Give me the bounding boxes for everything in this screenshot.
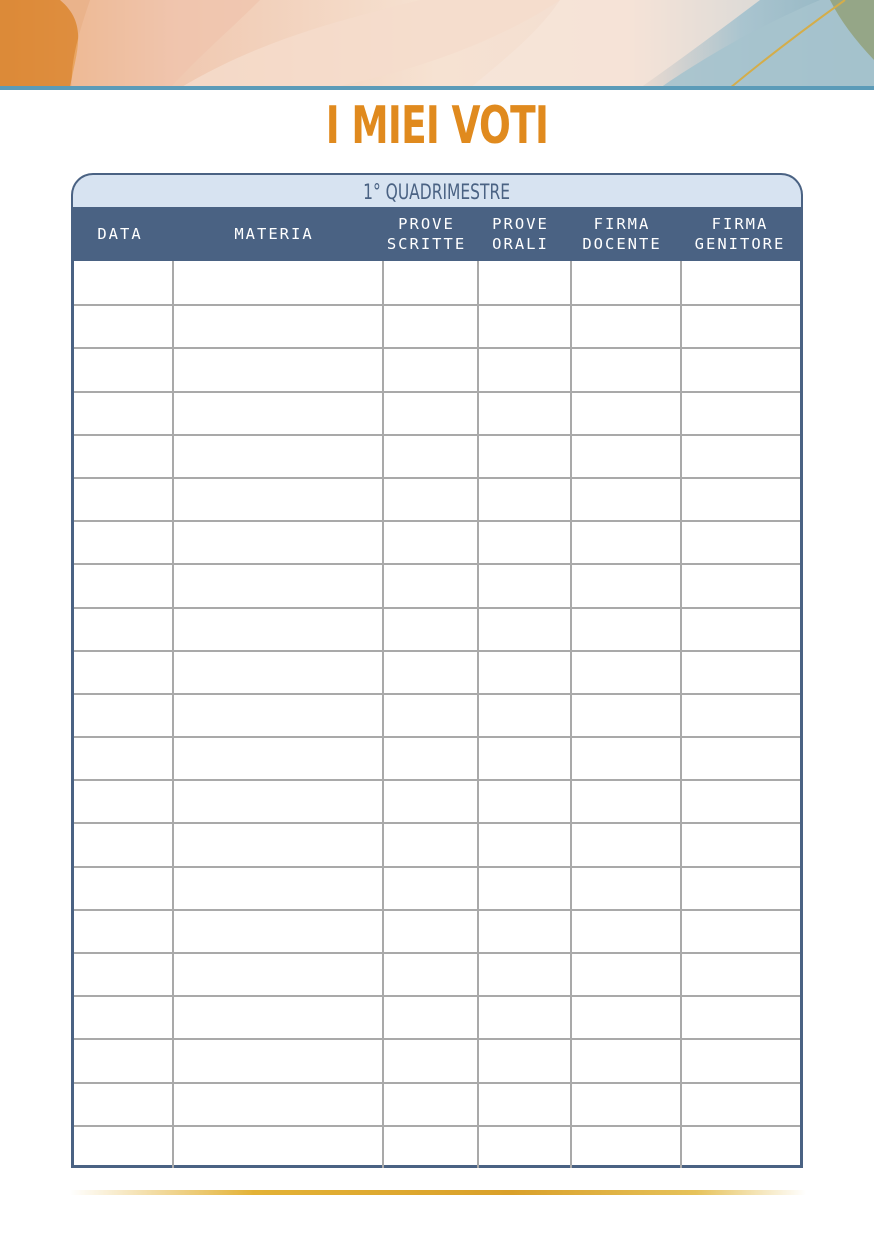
cell-firma-docente[interactable] [570, 479, 680, 520]
table-row [74, 866, 800, 909]
cell-data[interactable] [74, 609, 172, 650]
cell-data[interactable] [74, 1084, 172, 1125]
cell-prove-orali[interactable] [477, 911, 570, 952]
cell-prove-scritte[interactable] [382, 1040, 477, 1081]
column-header-data: DATA [97, 225, 143, 243]
cell-prove-orali[interactable] [477, 781, 570, 822]
cell-materia[interactable] [172, 738, 382, 779]
cell-materia[interactable] [172, 393, 382, 434]
column-header-materia: MATERIA [234, 225, 314, 243]
cell-data[interactable] [74, 479, 172, 520]
cell-materia[interactable] [172, 565, 382, 606]
cell-prove-orali[interactable] [477, 1040, 570, 1081]
cell-data[interactable] [74, 1040, 172, 1081]
cell-data[interactable] [74, 436, 172, 477]
cell-firma-genitore[interactable] [680, 738, 800, 779]
cell-prove-scritte[interactable] [382, 781, 477, 822]
cell-data[interactable] [74, 824, 172, 865]
cell-prove-orali[interactable] [477, 261, 570, 304]
cell-data[interactable] [74, 306, 172, 347]
cell-firma-docente[interactable] [570, 393, 680, 434]
section-title: 1° QUADRIMESTRE [363, 180, 511, 204]
table-row [74, 1038, 800, 1081]
cell-firma-genitore[interactable] [680, 261, 800, 304]
cell-data[interactable] [74, 565, 172, 606]
cell-prove-orali[interactable] [477, 997, 570, 1038]
column-header-firma-docente: FIRMA DOCENTE [582, 215, 662, 253]
cell-prove-scritte[interactable] [382, 1084, 477, 1125]
cell-prove-orali[interactable] [477, 479, 570, 520]
cell-firma-genitore[interactable] [680, 306, 800, 347]
cell-prove-scritte[interactable] [382, 997, 477, 1038]
cell-prove-scritte[interactable] [382, 565, 477, 606]
cell-materia[interactable] [172, 261, 382, 304]
cell-prove-orali[interactable] [477, 306, 570, 347]
table-row [74, 304, 800, 347]
cell-firma-genitore[interactable] [680, 1127, 800, 1168]
cell-prove-orali[interactable] [477, 1127, 570, 1168]
cell-firma-docente[interactable] [570, 522, 680, 563]
cell-firma-genitore[interactable] [680, 997, 800, 1038]
cell-prove-orali[interactable] [477, 349, 570, 390]
cell-firma-genitore[interactable] [680, 393, 800, 434]
cell-materia[interactable] [172, 868, 382, 909]
cell-firma-genitore[interactable] [680, 436, 800, 477]
cell-prove-scritte[interactable] [382, 393, 477, 434]
cell-firma-genitore[interactable] [680, 1040, 800, 1081]
cell-firma-docente[interactable] [570, 824, 680, 865]
cell-prove-orali[interactable] [477, 824, 570, 865]
cell-data[interactable] [74, 652, 172, 693]
table-row [74, 391, 800, 434]
cell-prove-scritte[interactable] [382, 695, 477, 736]
cell-firma-genitore[interactable] [680, 609, 800, 650]
cell-data[interactable] [74, 349, 172, 390]
cell-data[interactable] [74, 911, 172, 952]
footer-divider [70, 1190, 806, 1195]
cell-prove-scritte[interactable] [382, 349, 477, 390]
watercolor-banner [0, 0, 874, 92]
cell-prove-orali[interactable] [477, 393, 570, 434]
cell-prove-scritte[interactable] [382, 911, 477, 952]
cell-prove-scritte[interactable] [382, 609, 477, 650]
cell-firma-genitore[interactable] [680, 565, 800, 606]
cell-firma-genitore[interactable] [680, 349, 800, 390]
cell-firma-docente[interactable] [570, 954, 680, 995]
table-row [74, 520, 800, 563]
cell-materia[interactable] [172, 609, 382, 650]
cell-materia[interactable] [172, 306, 382, 347]
cell-materia[interactable] [172, 695, 382, 736]
cell-data[interactable] [74, 997, 172, 1038]
cell-firma-genitore[interactable] [680, 1084, 800, 1125]
cell-materia[interactable] [172, 522, 382, 563]
cell-firma-docente[interactable] [570, 565, 680, 606]
cell-materia[interactable] [172, 436, 382, 477]
cell-prove-orali[interactable] [477, 868, 570, 909]
cell-prove-orali[interactable] [477, 609, 570, 650]
cell-data[interactable] [74, 261, 172, 304]
cell-prove-scritte[interactable] [382, 738, 477, 779]
column-header-firma-genitore: FIRMA GENITORE [694, 215, 786, 253]
column-header-row [71, 207, 803, 261]
cell-firma-genitore[interactable] [680, 522, 800, 563]
table-row [74, 1082, 800, 1125]
cell-prove-scritte[interactable] [382, 479, 477, 520]
cell-materia[interactable] [172, 954, 382, 995]
table-row [74, 822, 800, 865]
cell-firma-genitore[interactable] [680, 868, 800, 909]
cell-materia[interactable] [172, 781, 382, 822]
cell-prove-orali[interactable] [477, 565, 570, 606]
cell-firma-docente[interactable] [570, 436, 680, 477]
cell-prove-scritte[interactable] [382, 954, 477, 995]
cell-firma-docente[interactable] [570, 349, 680, 390]
cell-prove-scritte[interactable] [382, 436, 477, 477]
table-row [74, 434, 800, 477]
table-row [74, 995, 800, 1038]
cell-prove-scritte[interactable] [382, 1127, 477, 1168]
table-body [71, 261, 803, 1168]
cell-prove-orali[interactable] [477, 1084, 570, 1125]
cell-prove-scritte[interactable] [382, 824, 477, 865]
column-header-prove-orali: PROVE ORALI [492, 215, 549, 253]
cell-prove-scritte[interactable] [382, 522, 477, 563]
cell-prove-orali[interactable] [477, 652, 570, 693]
cell-data[interactable] [74, 954, 172, 995]
cell-firma-docente[interactable] [570, 1084, 680, 1125]
cell-firma-docente[interactable] [570, 1040, 680, 1081]
cell-firma-docente[interactable] [570, 1127, 680, 1168]
cell-data[interactable] [74, 695, 172, 736]
cell-firma-docente[interactable] [570, 306, 680, 347]
cell-data[interactable] [74, 868, 172, 909]
cell-firma-genitore[interactable] [680, 652, 800, 693]
table-row [74, 736, 800, 779]
cell-materia[interactable] [172, 1040, 382, 1081]
cell-prove-scritte[interactable] [382, 306, 477, 347]
table-row [74, 909, 800, 952]
page-title: I MIEI VOTI [325, 96, 549, 156]
table-row [74, 563, 800, 606]
cell-materia[interactable] [172, 479, 382, 520]
cell-prove-orali[interactable] [477, 522, 570, 563]
cell-materia[interactable] [172, 652, 382, 693]
cell-firma-docente[interactable] [570, 911, 680, 952]
table-row [74, 347, 800, 390]
cell-data[interactable] [74, 393, 172, 434]
cell-data[interactable] [74, 738, 172, 779]
column-header-prove-scritte: PROVE SCRITTE [386, 215, 467, 253]
cell-data[interactable] [74, 781, 172, 822]
grades-table [71, 173, 803, 1169]
cell-firma-docente[interactable] [570, 997, 680, 1038]
cell-firma-docente[interactable] [570, 695, 680, 736]
cell-materia[interactable] [172, 1127, 382, 1168]
cell-prove-scritte[interactable] [382, 261, 477, 304]
cell-prove-orali[interactable] [477, 695, 570, 736]
cell-prove-orali[interactable] [477, 738, 570, 779]
table-row [74, 952, 800, 995]
cell-materia[interactable] [172, 349, 382, 390]
cell-firma-genitore[interactable] [680, 911, 800, 952]
cell-firma-docente[interactable] [570, 261, 680, 304]
table-row [74, 1125, 800, 1168]
cell-materia[interactable] [172, 1084, 382, 1125]
cell-firma-docente[interactable] [570, 868, 680, 909]
cell-prove-orali[interactable] [477, 436, 570, 477]
cell-materia[interactable] [172, 911, 382, 952]
table-row [74, 607, 800, 650]
table-row [74, 477, 800, 520]
cell-firma-docente[interactable] [570, 609, 680, 650]
cell-firma-genitore[interactable] [680, 824, 800, 865]
cell-data[interactable] [74, 1127, 172, 1168]
cell-prove-orali[interactable] [477, 954, 570, 995]
cell-prove-scritte[interactable] [382, 868, 477, 909]
cell-firma-docente[interactable] [570, 781, 680, 822]
cell-prove-scritte[interactable] [382, 652, 477, 693]
table-row [74, 693, 800, 736]
cell-firma-genitore[interactable] [680, 695, 800, 736]
cell-materia[interactable] [172, 997, 382, 1038]
cell-firma-genitore[interactable] [680, 954, 800, 995]
cell-firma-genitore[interactable] [680, 479, 800, 520]
cell-materia[interactable] [172, 824, 382, 865]
table-row [74, 261, 800, 304]
table-row [74, 779, 800, 822]
cell-firma-docente[interactable] [570, 652, 680, 693]
table-row [74, 650, 800, 693]
cell-data[interactable] [74, 522, 172, 563]
cell-firma-docente[interactable] [570, 738, 680, 779]
cell-firma-genitore[interactable] [680, 781, 800, 822]
section-header [71, 173, 803, 207]
